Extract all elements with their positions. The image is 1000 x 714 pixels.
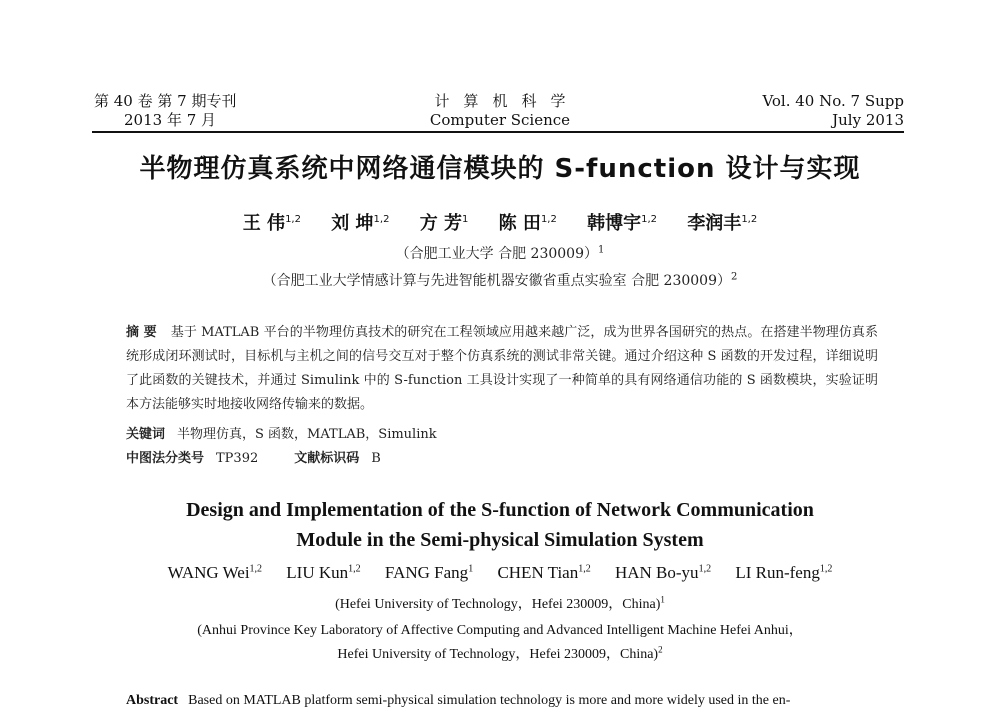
- author-name: CHEN Tian: [497, 563, 579, 582]
- author-en: [497, 563, 590, 582]
- clc-label: 中图法分类号: [126, 451, 205, 466]
- abstract-label-cn: 摘 要: [126, 325, 157, 340]
- author-name: HAN Bo-yu: [614, 563, 699, 582]
- author-cn: [687, 213, 757, 234]
- author-name: 陈 田: [498, 213, 541, 234]
- affiliation-cn-2: [0, 270, 1000, 290]
- author-affiliation-mark: 1,2: [578, 563, 591, 575]
- author-cn: [587, 213, 657, 234]
- keywords-cn: [126, 423, 437, 442]
- doc-code-value: B: [371, 451, 381, 466]
- paper-title-en-line2: Module in the Semi-physical Simulation System: [296, 529, 704, 551]
- author-name: 韩博宇: [587, 213, 642, 234]
- affiliation-text: Hefei University of Technology，Hefei 230009，China): [337, 647, 659, 662]
- affiliation-text: (Hefei University of Technology，Hefei 230009，China): [335, 597, 661, 612]
- author-en: [385, 563, 473, 582]
- author-name: FANG Fang: [384, 563, 469, 582]
- author-affiliation-mark: 1,2: [249, 563, 263, 575]
- abstract-text-cn: 基于 MATLAB 平台的半物理仿真技术的研究在工程领域应用越来越广泛，成为世界各国研究的热点。在搭建半物理仿真系统形成闭环测试时，目标机与主机之间的信号交互对于整个仿真系统的测试非常关键。通过介绍这种 S 函数的开发过程，详细说明了此函数的关键技术，并通过 Simulink 中的 S-function 工具设计实现了一种简单的具有网络通信功能的 S 函数模块，实验证明本方法能够实时地接收网络传输来的数据。: [126, 325, 879, 412]
- author-en: [286, 563, 360, 582]
- journal-name-en: Computer Science: [429, 111, 571, 129]
- classification-line: [126, 447, 381, 466]
- author-en: [168, 563, 262, 582]
- publication-date-en: July 2013: [832, 111, 904, 129]
- affiliation-text: （合肥工业大学情感计算与先进智能机器安徽省重点实验室 合肥 230009）: [262, 273, 731, 289]
- journal-name-cn: 计算机科学: [434, 92, 580, 110]
- author-cn: [331, 213, 389, 234]
- paper-title-cn: 半物理仿真系统中网络通信模块的 S-function 设计与实现: [139, 154, 861, 184]
- author-name: LIU Kun: [286, 563, 349, 582]
- affiliation-text: （合肥工业大学 合肥 230009）: [395, 246, 598, 262]
- author-affiliation-mark: 1: [468, 563, 474, 575]
- author-affiliation-mark: 1,2: [741, 214, 758, 225]
- volume-issue-en: Vol. 40 No. 7 Supp: [762, 92, 904, 110]
- author-affiliation-mark: 1,2: [348, 563, 361, 575]
- author-name: 李润丰: [687, 213, 742, 234]
- author-affiliation-mark: 1,2: [641, 214, 658, 225]
- author-name: WANG Wei: [167, 563, 250, 582]
- author-affiliation-mark: 1,2: [540, 214, 557, 225]
- author-affiliation-mark: 1,2: [819, 563, 833, 575]
- author-name: 方 芳: [419, 213, 462, 234]
- author-en: [735, 563, 832, 582]
- clc-value: TP392: [216, 451, 259, 466]
- affiliation-en-3: [0, 643, 1000, 663]
- running-header-right: [762, 92, 904, 130]
- affiliation-mark: 1: [597, 244, 605, 256]
- affiliation-mark: 2: [658, 644, 663, 655]
- author-en: [615, 563, 711, 582]
- keywords-label: 关键词: [126, 427, 166, 442]
- author-affiliation-mark: 1,2: [285, 214, 301, 225]
- abstract-text-en: Based on MATLAB platform semi-physical simulation technology is more and more widely used in the en-: [188, 693, 791, 708]
- affiliation-mark: 1: [660, 594, 665, 605]
- keywords-text: 半物理仿真，S 函数，MATLAB，Simulink: [177, 427, 437, 442]
- author-name: 刘 坤: [331, 213, 374, 234]
- affiliation-mark: 2: [730, 271, 738, 283]
- paper-title-en-line1: Design and Implementation of the S-function of Network Communication: [186, 499, 814, 521]
- header-rule: [92, 131, 904, 133]
- author-cn: [243, 213, 301, 234]
- author-name: 王 伟: [242, 213, 286, 234]
- abstract-cn: [126, 321, 878, 417]
- affiliation-en-2: (Anhui Province Key Laboratory of Affective Computing and Advanced Intelligent Machine Hefei Anhui，: [197, 623, 803, 638]
- doc-code-label: 文献标识码: [294, 451, 360, 466]
- author-cn: [499, 213, 557, 234]
- author-affiliation-mark: 1,2: [698, 563, 712, 575]
- author-affiliation-mark: 1: [462, 214, 469, 225]
- volume-issue: 第 40 卷 第 7 期专刊: [94, 92, 237, 110]
- author-list-en: [0, 563, 1000, 583]
- abstract-label-en: Abstract: [126, 693, 179, 708]
- author-list-cn: [0, 209, 1000, 235]
- publication-date: 2013 年 7 月: [124, 111, 217, 129]
- affiliation-en-1: [0, 593, 1000, 613]
- abstract-en: [126, 693, 790, 709]
- author-affiliation-mark: 1,2: [373, 214, 390, 225]
- affiliation-cn-1: [0, 243, 1000, 263]
- author-cn: [420, 213, 469, 234]
- author-name: LI Run-feng: [735, 563, 820, 582]
